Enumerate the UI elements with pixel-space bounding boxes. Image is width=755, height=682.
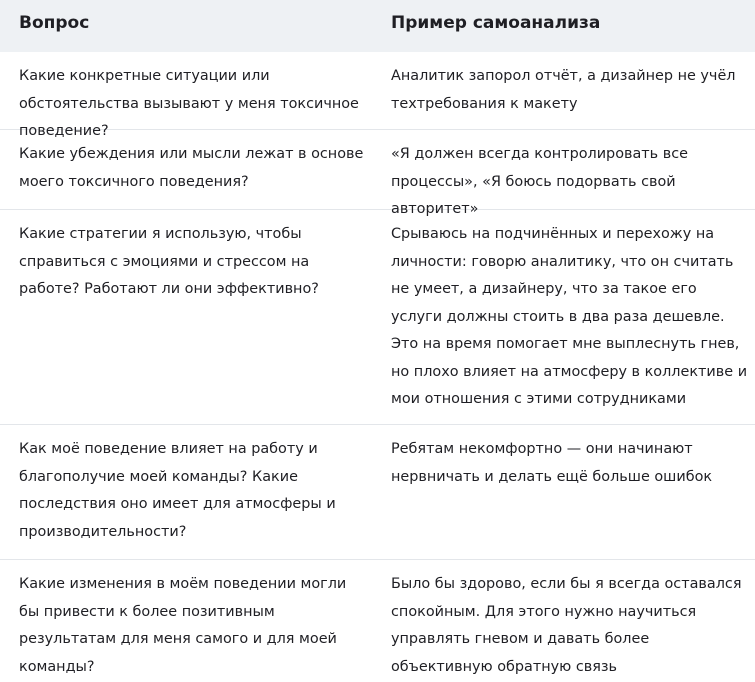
- question-cell: Как моё поведение влияет на работу и благополучие моей команды? Какие последствия оно имеет для атмосферы и производительности?: [19, 441, 336, 540]
- table-row: [0, 425, 755, 560]
- question-cell: Какие конкретные ситуации или обстоятельства вызывают у меня токсичное поведение?: [19, 68, 359, 139]
- example-cell: «Я должен всегда контролировать все процессы», «Я боюсь подорвать свой авторитет»: [391, 146, 688, 217]
- question-cell: Какие изменения в моём поведении могли бы привести к более позитивным результатам для меня самого и для моей команды?: [19, 576, 347, 675]
- example-cell: Срываюсь на подчинённых и перехожу на личности: говорю аналитику, что он считать не умеет, а дизайнеру, что за такое его услуги должны стоить в два раза дешевле. Это на время помогает мне выплеснуть гнев, но плохо влияет на атмосферу в коллективе и мои отношения с этими сотрудниками: [391, 226, 748, 407]
- question-cell: Какие стратегии я использую, чтобы справиться с эмоциями и стрессом на работе? Работают ли они эффективно?: [19, 226, 319, 297]
- table-row: [0, 560, 755, 682]
- example-cell: Было бы здорово, если бы я всегда оставался спокойным. Для этого нужно научиться управлять гневом и давать более объективную обратную связь: [391, 576, 742, 675]
- example-cell: Ребятам некомфортно — они начинают нервничать и делать ещё больше ошибок: [391, 441, 713, 485]
- header-example: Пример самоанализа: [391, 13, 601, 34]
- question-cell: Какие убеждения или мысли лежат в основе моего токсичного поведения?: [19, 146, 364, 190]
- example-cell: Аналитик запорол отчёт, а дизайнер не учёл техтребования к макету: [391, 68, 736, 112]
- table-row: [0, 130, 755, 217]
- table-header: [0, 0, 755, 52]
- header-question: Вопрос: [19, 13, 90, 34]
- table-row: [0, 52, 755, 139]
- table-row: [0, 210, 755, 425]
